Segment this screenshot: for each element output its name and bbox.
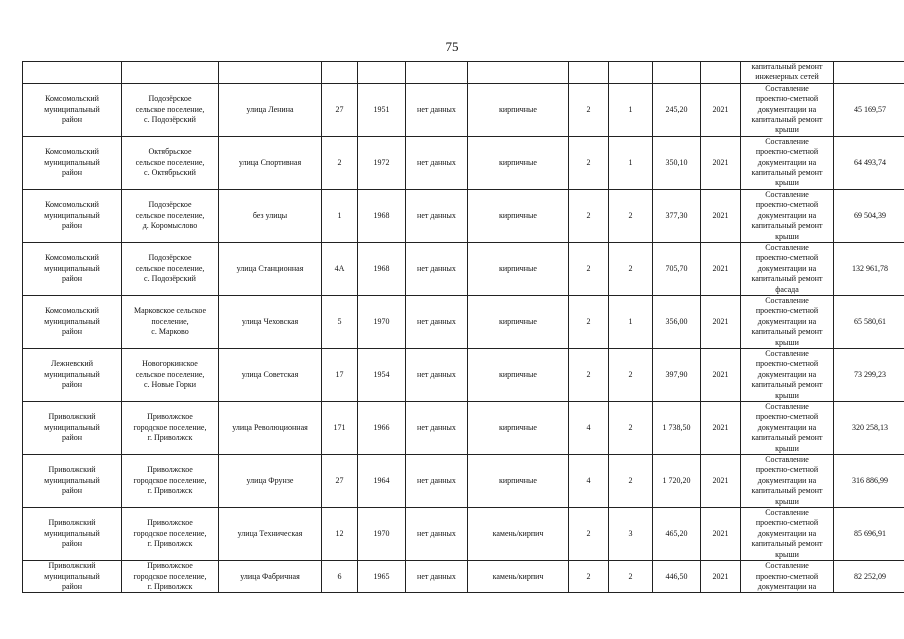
cell-material: кирпичные [468, 455, 569, 508]
cell-status: нет данных [406, 508, 468, 561]
table-row [23, 455, 904, 508]
cell-district: Лежневский муниципальный район [23, 348, 122, 401]
cell-entrances: 2 [609, 561, 653, 593]
cell-settlement: Подозёрское сельское поселение, с. Подозёрский [122, 242, 219, 295]
cell-floors: 2 [569, 348, 609, 401]
cell-entrances: 2 [609, 242, 653, 295]
cell-street: без улицы [219, 189, 322, 242]
cell-year: 1965 [358, 561, 406, 593]
cell-status: нет данных [406, 242, 468, 295]
cell-year [358, 62, 406, 84]
cell-house: 4А [322, 242, 358, 295]
cell-status: нет данных [406, 455, 468, 508]
cell-material: кирпичные [468, 136, 569, 189]
cell-year: 1966 [358, 402, 406, 455]
cell-cost [834, 62, 904, 84]
cell-settlement [122, 62, 219, 84]
cell-work: Составление проектно-сметной документации на капитальный ремонт крыши [741, 455, 834, 508]
cell-status: нет данных [406, 189, 468, 242]
table-row-continued [23, 62, 904, 84]
cell-entrances: 1 [609, 83, 653, 136]
cell-year: 1970 [358, 508, 406, 561]
cell-year: 1968 [358, 242, 406, 295]
cell-work: Составление проектно-сметной документации на капитальный ремонт крыши [741, 189, 834, 242]
cell-plan-year: 2021 [701, 561, 741, 593]
cell-work: Составление проектно-сметной документации на капитальный ремонт крыши [741, 348, 834, 401]
cell-cost: 69 504,39 [834, 189, 904, 242]
cell-house: 17 [322, 348, 358, 401]
table-row [23, 189, 904, 242]
cell-plan-year: 2021 [701, 189, 741, 242]
cell-status: нет данных [406, 402, 468, 455]
cell-material: кирпичные [468, 348, 569, 401]
cell-plan-year: 2021 [701, 136, 741, 189]
cell-status: нет данных [406, 295, 468, 348]
cell-material: кирпичные [468, 189, 569, 242]
cell-floors: 2 [569, 189, 609, 242]
cell-area [653, 62, 701, 84]
table-row [23, 402, 904, 455]
cell-house: 12 [322, 508, 358, 561]
cell-work: капитальный ремонт инженерных сетей [741, 62, 834, 84]
table-row [23, 561, 904, 593]
cell-street: улица Советская [219, 348, 322, 401]
cell-plan-year: 2021 [701, 402, 741, 455]
cell-entrances [609, 62, 653, 84]
cell-area: 356,00 [653, 295, 701, 348]
cell-work: Составление проектно-сметной документации на капитальный ремонт крыши [741, 402, 834, 455]
cell-cost: 320 258,13 [834, 402, 904, 455]
cell-area: 377,30 [653, 189, 701, 242]
cell-cost: 132 961,78 [834, 242, 904, 295]
cell-material: кирпичные [468, 295, 569, 348]
cell-floors: 2 [569, 508, 609, 561]
cell-floors: 2 [569, 295, 609, 348]
cell-settlement: Приволжское городское поселение, г. Приволжск [122, 402, 219, 455]
cell-status: нет данных [406, 136, 468, 189]
cell-year: 1964 [358, 455, 406, 508]
cell-street: улица Революционная [219, 402, 322, 455]
cell-area: 1 720,20 [653, 455, 701, 508]
cell-work: Составление проектно-сметной документации на капитальный ремонт крыши [741, 136, 834, 189]
cell-entrances: 2 [609, 402, 653, 455]
cell-area: 245,20 [653, 83, 701, 136]
cell-floors: 4 [569, 455, 609, 508]
cell-material: кирпичные [468, 242, 569, 295]
cell-floors: 2 [569, 83, 609, 136]
cell-street: улица Фабричная [219, 561, 322, 593]
cell-material: камень/кирпич [468, 561, 569, 593]
cell-plan-year: 2021 [701, 83, 741, 136]
cell-year: 1951 [358, 83, 406, 136]
cell-district: Комсомольский муниципальный район [23, 242, 122, 295]
cell-settlement: Приволжское городское поселение, г. Приволжск [122, 508, 219, 561]
cell-entrances: 2 [609, 348, 653, 401]
cell-street: улица Техническая [219, 508, 322, 561]
table-row [23, 242, 904, 295]
cell-entrances: 1 [609, 136, 653, 189]
cell-floors: 4 [569, 402, 609, 455]
cell-house: 5 [322, 295, 358, 348]
cell-cost: 65 580,61 [834, 295, 904, 348]
cell-plan-year: 2021 [701, 348, 741, 401]
cell-material: камень/кирпич [468, 508, 569, 561]
cell-plan-year: 2021 [701, 242, 741, 295]
cell-entrances: 1 [609, 295, 653, 348]
cell-house: 27 [322, 83, 358, 136]
cell-plan-year: 2021 [701, 508, 741, 561]
cell-entrances: 2 [609, 189, 653, 242]
cell-work: Составление проектно-сметной документации на [741, 561, 834, 593]
cell-street: улица Ленина [219, 83, 322, 136]
cell-plan-year [701, 62, 741, 84]
repair-program-table [22, 61, 904, 593]
cell-street [219, 62, 322, 84]
cell-district: Комсомольский муниципальный район [23, 83, 122, 136]
cell-year: 1970 [358, 295, 406, 348]
cell-plan-year: 2021 [701, 295, 741, 348]
cell-settlement: Марковское сельское поселение, с. Марково [122, 295, 219, 348]
cell-cost: 45 169,57 [834, 83, 904, 136]
cell-cost: 316 886,99 [834, 455, 904, 508]
table-row [23, 295, 904, 348]
cell-status [406, 62, 468, 84]
cell-district [23, 62, 122, 84]
page-number: 75 [445, 39, 459, 54]
cell-settlement: Приволжское городское поселение, г. Приволжск [122, 561, 219, 593]
cell-street: улица Станционная [219, 242, 322, 295]
cell-area: 446,50 [653, 561, 701, 593]
cell-house: 2 [322, 136, 358, 189]
table-row [23, 508, 904, 561]
cell-status: нет данных [406, 83, 468, 136]
cell-street: улица Чеховская [219, 295, 322, 348]
cell-district: Приволжский муниципальный район [23, 402, 122, 455]
cell-house: 1 [322, 189, 358, 242]
cell-area: 397,90 [653, 348, 701, 401]
cell-plan-year: 2021 [701, 455, 741, 508]
cell-material: кирпичные [468, 83, 569, 136]
cell-year: 1954 [358, 348, 406, 401]
cell-district: Комсомольский муниципальный район [23, 295, 122, 348]
cell-year: 1968 [358, 189, 406, 242]
cell-settlement: Приволжское городское поселение, г. Приволжск [122, 455, 219, 508]
cell-cost: 82 252,09 [834, 561, 904, 593]
cell-district: Комсомольский муниципальный район [23, 189, 122, 242]
cell-house: 6 [322, 561, 358, 593]
cell-settlement: Октябрьское сельское поселение, с. Октябрьский [122, 136, 219, 189]
cell-street: улица Спортивная [219, 136, 322, 189]
cell-floors [569, 62, 609, 84]
cell-work: Составление проектно-сметной документации на капитальный ремонт крыши [741, 508, 834, 561]
table-row [23, 136, 904, 189]
cell-street: улица Фрунзе [219, 455, 322, 508]
cell-settlement: Подозёрское сельское поселение, д. Коромыслово [122, 189, 219, 242]
cell-district: Приволжский муниципальный район [23, 508, 122, 561]
cell-settlement: Новогоркинское сельское поселение, с. Новые Горки [122, 348, 219, 401]
cell-house: 27 [322, 455, 358, 508]
cell-status: нет данных [406, 561, 468, 593]
table-row [23, 83, 904, 136]
cell-entrances: 2 [609, 455, 653, 508]
cell-settlement: Подозёрское сельское поселение, с. Подозёрский [122, 83, 219, 136]
cell-cost: 73 299,23 [834, 348, 904, 401]
table-row [23, 348, 904, 401]
cell-house [322, 62, 358, 84]
cell-area: 1 738,50 [653, 402, 701, 455]
cell-cost: 64 493,74 [834, 136, 904, 189]
cell-work: Составление проектно-сметной документации на капитальный ремонт крыши [741, 295, 834, 348]
cell-area: 350,10 [653, 136, 701, 189]
cell-entrances: 3 [609, 508, 653, 561]
cell-area: 705,70 [653, 242, 701, 295]
cell-cost: 85 696,91 [834, 508, 904, 561]
cell-district: Комсомольский муниципальный район [23, 136, 122, 189]
cell-floors: 2 [569, 561, 609, 593]
cell-district: Приволжский муниципальный район [23, 561, 122, 593]
cell-area: 465,20 [653, 508, 701, 561]
cell-year: 1972 [358, 136, 406, 189]
cell-material: кирпичные [468, 402, 569, 455]
cell-district: Приволжский муниципальный район [23, 455, 122, 508]
cell-house: 171 [322, 402, 358, 455]
cell-material [468, 62, 569, 84]
cell-work: Составление проектно-сметной документации на капитальный ремонт крыши [741, 83, 834, 136]
cell-floors: 2 [569, 242, 609, 295]
cell-floors: 2 [569, 136, 609, 189]
cell-status: нет данных [406, 348, 468, 401]
cell-work: Составление проектно-сметной документации на капитальный ремонт фасада [741, 242, 834, 295]
